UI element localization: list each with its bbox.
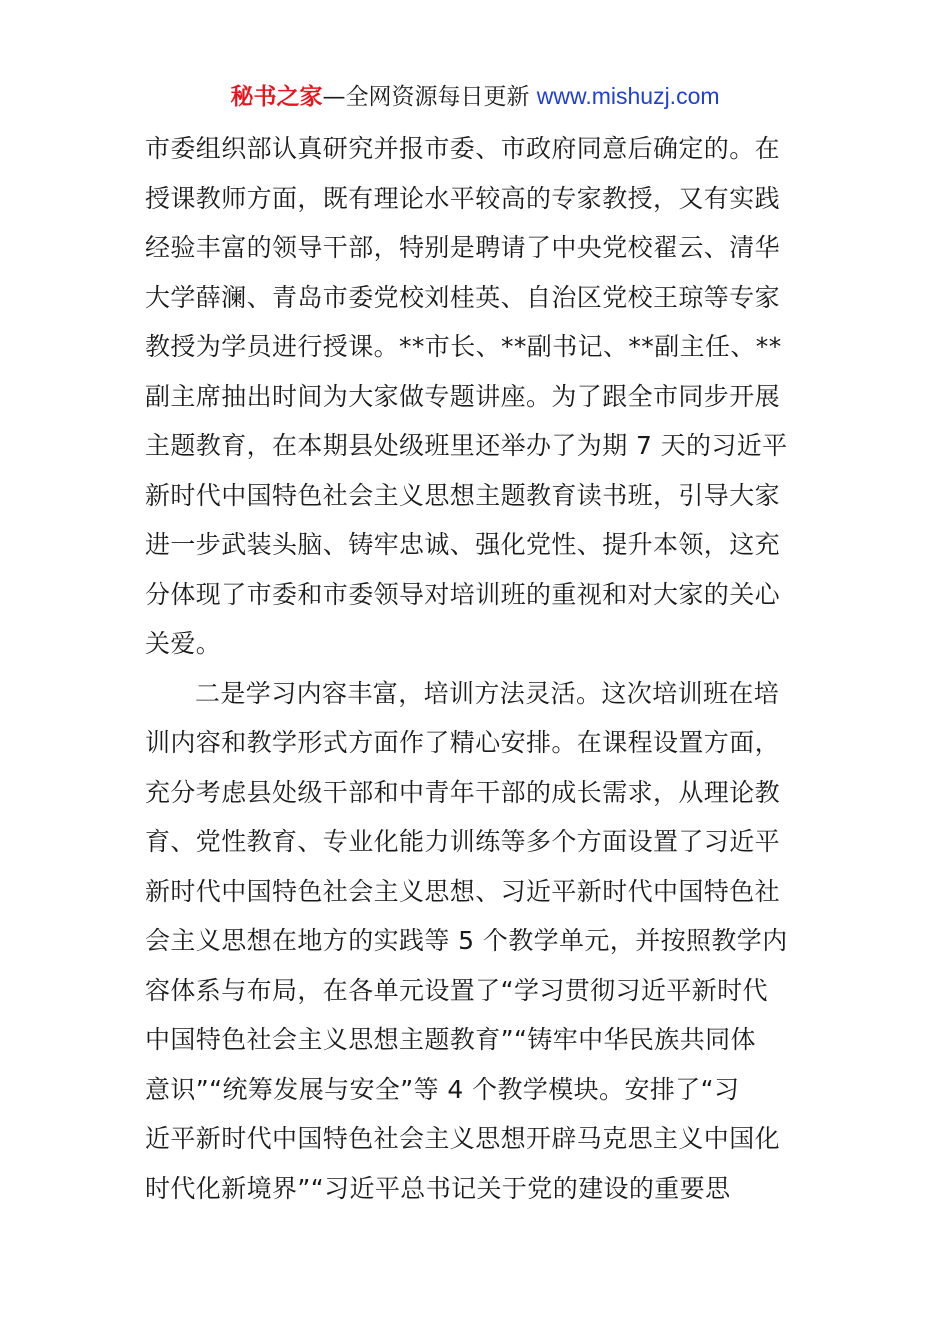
text-line: 近平新时代中国特色社会主义思想开辟马克思主义中国化 <box>145 1124 781 1153</box>
text-line: 经验丰富的领导干部，特别是聘请了中央党校翟云、清华 <box>145 233 781 262</box>
text-line: 训内容和教学形式方面作了精心安排。在课程设置方面， <box>145 728 781 757</box>
text-line: 关爱。 <box>145 629 222 658</box>
site-link[interactable]: www.mishuzj.com <box>536 83 720 109</box>
paragraph-2 <box>145 669 805 1214</box>
text-line: 容体系与布局，在各单元设置了“学习贯彻习近平新时代 <box>145 975 768 1005</box>
text-line: 授课教师方面，既有理论水平较高的专家教授，又有实践 <box>145 183 781 213</box>
brand-name: 秘书之家 <box>230 84 323 110</box>
text-line: 分体现了市委和市委领导对培训班的重视和对大家的关心 <box>145 579 781 609</box>
text-line: 意识”“统筹发展与安全”等 4 个教学模块。安排了“习 <box>145 1074 740 1104</box>
document-body <box>145 124 805 1213</box>
page-header <box>0 78 950 115</box>
text-line: 充分考虑县处级干部和中青年干部的成长需求，从理论教 <box>145 777 781 807</box>
text-line: 教授为学员进行授课。**市长、**副书记、**副主任、** <box>145 332 782 361</box>
text-line: 新时代中国特色社会主义思想、习近平新时代中国特色社 <box>145 876 781 906</box>
text-line: 中国特色社会主义思想主题教育”“铸牢中华民族共同体 <box>145 1025 756 1054</box>
text-line: 育、党性教育、专业化能力训练等多个方面设置了习近平 <box>145 827 781 856</box>
text-line: 副主席抽出时间为大家做专题讲座。为了跟全市同步开展 <box>145 381 781 411</box>
text-line: 大学薛澜、青岛市委党校刘桂英、自治区党校王琼等专家 <box>145 282 781 312</box>
text-line: 市委组织部认真研究并报市委、市政府同意后确定的。在 <box>145 134 781 163</box>
header-tagline: —全网资源每日更新 <box>322 84 537 110</box>
text-line: 二是学习内容丰富，培训方法灵活。这次培训班在培 <box>195 678 780 708</box>
text-line: 主题教育，在本期县处级班里还举办了为期 7 天的习近平 <box>145 431 788 460</box>
text-line: 会主义思想在地方的实践等 5 个教学单元，并按照教学内 <box>145 926 788 955</box>
paragraph-1 <box>145 124 805 669</box>
text-line: 新时代中国特色社会主义思想主题教育读书班，引导大家 <box>145 480 781 510</box>
text-line: 进一步武装头脑、铸牢忠诚、强化党性、提升本领，这充 <box>145 530 781 559</box>
text-line: 时代化新境界”“习近平总书记关于党的建设的重要思 <box>145 1173 731 1203</box>
